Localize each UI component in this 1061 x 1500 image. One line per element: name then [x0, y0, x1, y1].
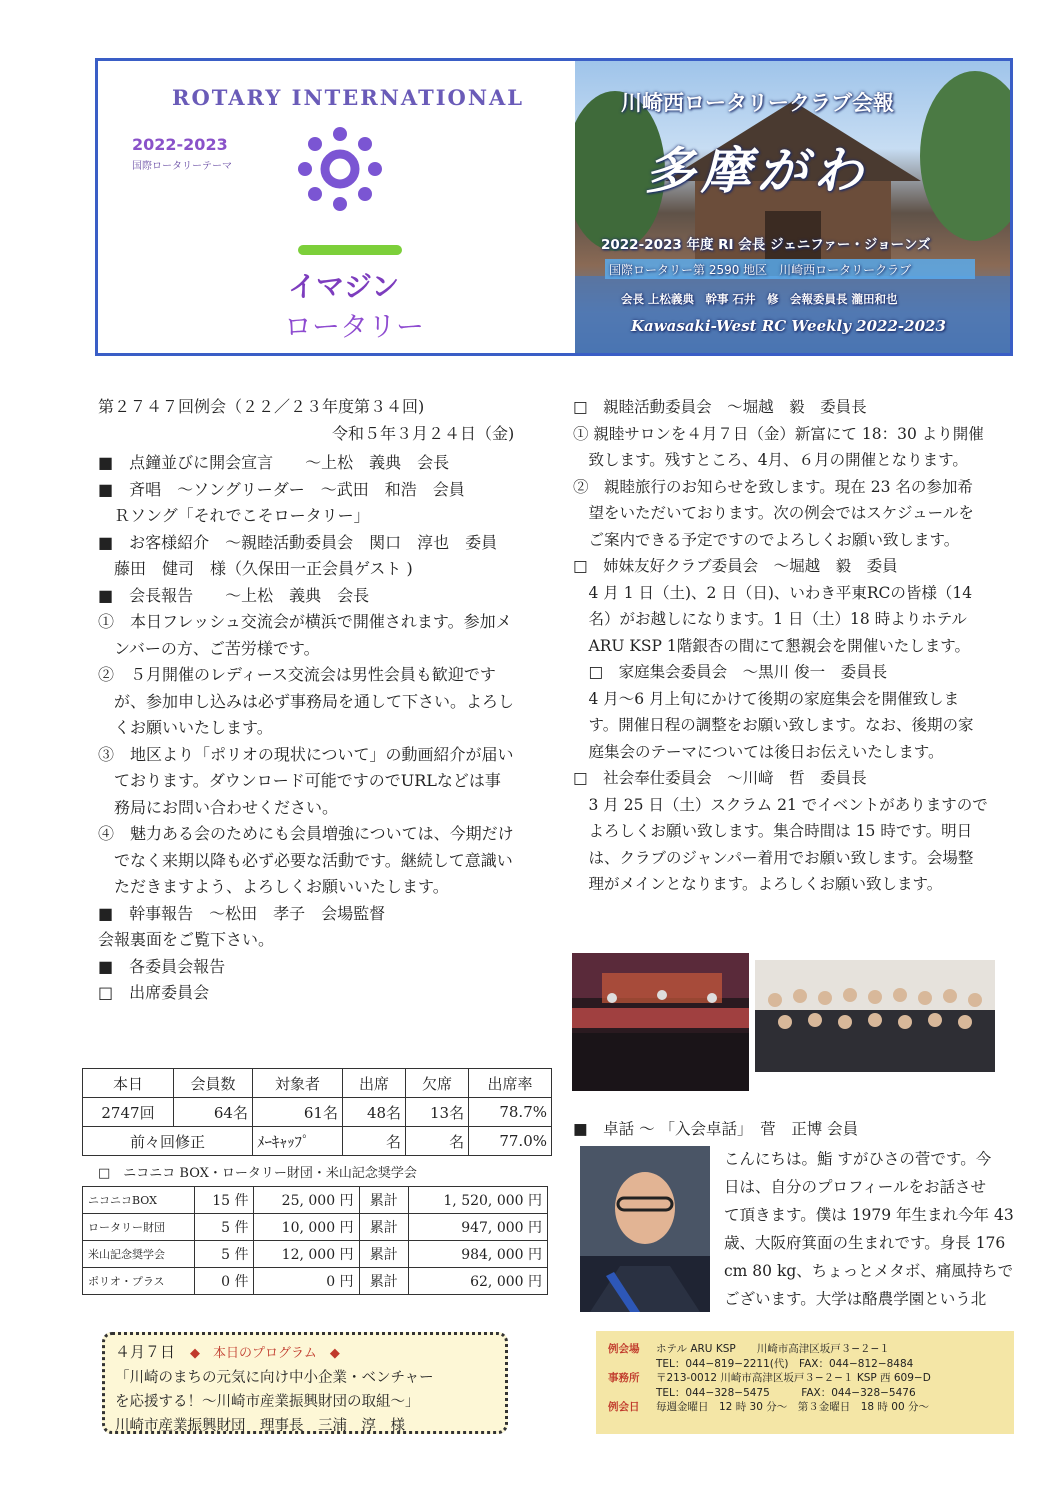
fund-count: 5 件	[194, 1241, 254, 1268]
program-line: 川崎市産業振興財団 理事長 三浦 淳 様	[115, 1418, 405, 1434]
fund-cum: 62, 000 円	[409, 1268, 548, 1295]
fund-cum: 1, 520, 000 円	[409, 1187, 548, 1214]
att-head: 欠席	[406, 1069, 469, 1098]
report-line: ンバーの方、ご苦労様です。	[98, 638, 320, 658]
report-line: ■ 各委員会報告	[98, 956, 226, 976]
att-cell: 13名	[406, 1098, 469, 1127]
fund-title: □ ニコニコ BOX・ロータリー財団・米山記念奨学会	[98, 1166, 417, 1181]
fund-row	[83, 1214, 548, 1241]
report-line: でなく来期以降も必ず必要な活動です。継続して意識い	[98, 850, 513, 870]
report-line: 致します。残すところ、4月、６月の開催となります。	[573, 451, 968, 469]
attendance-row	[83, 1098, 552, 1127]
left-report-list	[98, 450, 514, 1007]
speaker-photo-icon	[580, 1146, 710, 1312]
calligraphy-title: 多摩がわ	[645, 141, 869, 200]
district-label: 国際ロータリー第 2590 地区 川崎西ロータリークラブ	[609, 263, 912, 277]
report-line: よろしくお願い致します。集合時間は 15 時です。明日	[573, 822, 973, 840]
report-line: 望をいただいております。次の例会ではスケジュールを	[573, 504, 974, 522]
program-line: を応援する！～川崎市産業振興財団の取組～」	[115, 1394, 420, 1410]
attendance-header-row	[83, 1069, 552, 1098]
attendance-table	[82, 1068, 552, 1156]
report-line: 藤田 健司 様（久保田一正会員ゲスト )	[98, 559, 413, 578]
fund-name: 米山記念奨学会	[83, 1241, 195, 1268]
fund-count: 15 件	[194, 1187, 254, 1214]
program-box	[102, 1332, 508, 1434]
ri-president: 2022-2023 年度 RI 会長 ジェニファー・ジョーンズ	[601, 237, 931, 253]
att-cell: 名	[406, 1127, 469, 1156]
fund-amount: 0 円	[254, 1268, 359, 1295]
fund-name: ロータリー財団	[83, 1214, 195, 1241]
concert-photo-icon	[572, 953, 749, 1091]
report-line: ■ 幹事報告 ～松田 孝子 会場監督	[98, 903, 386, 923]
fund-cum-label: 累計	[359, 1268, 408, 1295]
report-line: が、参加申し込みは必ず事務局を通して下さい。よろし	[98, 691, 515, 711]
report-line: は、クラブのジャンパー着用でお願い致します。会場整	[573, 848, 974, 867]
weekly-label: Kawasaki-West RC Weekly 2022-2023	[631, 317, 946, 335]
imagine-logo-icon	[294, 123, 386, 215]
report-line: ■ 斉唱 ～ソングリーダー ～武田 和浩 会員	[98, 479, 465, 499]
att-head: 対象者	[252, 1069, 342, 1098]
info-day: 毎週金曜日 12 時 30 分～ 第３金曜日 18 時 00 分～	[656, 1401, 929, 1413]
report-line: ④ 魅力ある会のためにも会員増強については、今期だけ	[98, 824, 514, 843]
talk-line: ございます。大学は酪農学園という北	[724, 1290, 987, 1308]
talk-body	[724, 1145, 1014, 1313]
att-cell: 77.0%	[469, 1127, 552, 1156]
theme-rotary: ロータリー	[284, 310, 425, 343]
report-line: 庭集会のテーマについては後日お伝えいたします。	[573, 742, 944, 761]
report-line: ております。ダウンロード可能ですのでURLなどは事	[98, 771, 501, 790]
info-venue-tel: TEL：044−819−2211(代) FAX：044−812−8484	[656, 1357, 914, 1370]
report-line: □ 親睦活動委員会 ～堀越 毅 委員長	[573, 398, 867, 416]
fund-cum-label: 累計	[359, 1214, 408, 1241]
fund-count: 5 件	[194, 1214, 254, 1241]
fund-cum-label: 累計	[359, 1241, 408, 1268]
report-line: す。開催日程の調整をお願い致します。なお、後期の家	[573, 716, 974, 734]
report-line: ■ お客様紹介 ～親睦活動委員会 関口 淳也 委員	[98, 532, 498, 552]
header-banner	[95, 58, 1013, 356]
att-cell: 名	[342, 1127, 405, 1156]
report-line: くお願いいたします。	[98, 718, 273, 737]
fund-count: 0 件	[194, 1268, 254, 1295]
report-line: 理がメインとなります。よろしくお願い致します。	[573, 875, 943, 893]
fund-amount: 12, 000 円	[254, 1241, 359, 1268]
att-cell: ﾒｰｷｬｯﾌﾟ	[252, 1127, 342, 1156]
talk-line: こんにちは。鮨 すがひさの菅です。今	[724, 1150, 992, 1168]
report-line: ■ 点鐘並びに開会宣言 ～上松 義典 会長	[98, 453, 450, 472]
talk-line: て頂きます。僕は 1979 年生まれ今年 43	[724, 1206, 1014, 1224]
right-report-list	[573, 394, 988, 898]
report-line: □ 出席委員会	[98, 983, 210, 1002]
report-line: ■ 会長報告 ～上松 義典 会長	[98, 585, 370, 605]
info-venue: ホテル ARU KSP 川崎市高津区坂戸３−２−１	[656, 1343, 890, 1355]
talk-title: ■ 卓話 ～ 「入会卓話」 菅 正博 会員	[573, 1120, 859, 1138]
att-cell: 48名	[342, 1098, 405, 1127]
info-office: 〒213-0012 川崎市高津区坂戸３−２−１ KSP 西 609−D	[656, 1372, 931, 1384]
fund-amount: 10, 000 円	[254, 1214, 359, 1241]
attendance-correction-row	[83, 1127, 552, 1156]
att-cell: 前々回修正	[83, 1127, 253, 1156]
fund-name: ニコニコBOX	[83, 1187, 195, 1214]
att-head: 出席	[342, 1069, 405, 1098]
report-line: ① 親睦サロンを４月７日（金）新富にて 18：30 より開催	[573, 424, 984, 443]
year-label: 2022-2023	[132, 135, 228, 154]
meeting-number: 第２７４７回例会（２２／２３年度第３４回)	[98, 397, 425, 416]
info-label: 事務所	[608, 1372, 640, 1384]
att-head: 会員数	[173, 1069, 252, 1098]
report-line: ただきますよう、よろしくお願いいたします。	[98, 877, 449, 896]
info-label: 例会場	[608, 1343, 640, 1355]
program-label: ◆ 本日のプログラム ◆	[190, 1346, 340, 1361]
att-cell: 61名	[252, 1098, 342, 1127]
fund-table	[82, 1186, 548, 1295]
group-photo-icon	[755, 960, 995, 1072]
fund-cum: 984, 000 円	[409, 1241, 548, 1268]
fund-row	[83, 1187, 548, 1214]
fund-row	[83, 1241, 548, 1268]
report-line: ① 本日フレッシュ交流会が横浜で開催されます。参加メ	[98, 612, 512, 631]
report-line: 名）がお越しになります。1 日（土）18 時よりホテル	[573, 610, 967, 628]
report-line: □ 姉妹友好クラブ委員会 ～堀越 毅 委員	[573, 557, 898, 575]
report-line: □ 家庭集会委員会 ～黒川 俊一 委員長	[573, 663, 888, 681]
info-label: 例会日	[608, 1401, 640, 1413]
att-head: 本日	[83, 1069, 174, 1098]
fund-cum: 947, 000 円	[409, 1214, 548, 1241]
bulletin-title-panel	[575, 61, 1010, 353]
theme-label: 国際ロータリーテーマ	[132, 161, 232, 172]
program-date: ４月７日	[115, 1343, 176, 1361]
report-line: 4 月～6 月上旬にかけて後期の家庭集会を開催致しま	[573, 689, 960, 708]
att-cell: 2747回	[83, 1098, 174, 1127]
meeting-date: 令和５年３月２４日（金)	[332, 424, 515, 443]
att-cell: 78.7%	[469, 1098, 552, 1127]
report-line: 3 月 25 日（土）スクラム 21 でイベントがありますので	[573, 795, 988, 814]
report-line: 4 月 1 日（土)、2 日（日)、いわき平東RCの皆様（14	[573, 583, 973, 602]
info-office-tel: TEL：044−328−5475 FAX：044−328−5476	[656, 1386, 916, 1399]
club-info-box	[596, 1331, 1014, 1434]
talk-line: cm 80 kg、ちょっとメタボ、痛風持ちで	[724, 1262, 1014, 1280]
report-line: ③ 地区より「ポリオの現状について」の動画紹介が届い	[98, 744, 514, 764]
fund-name: ポリオ・プラス	[83, 1268, 195, 1295]
talk-line: 日は、自分のプロフィールをお話させ	[724, 1178, 986, 1196]
program-line: 「川崎のまちの元気に向け中小企業・ベンチャー	[115, 1370, 434, 1386]
report-line: Ｒソング「それでこそロータリー」	[98, 506, 370, 525]
green-bar	[298, 245, 402, 255]
report-line: ARU KSP 1階銀杏の間にて懇親会を開催いたします。	[573, 636, 971, 655]
theme-imagine: イマジン	[288, 270, 400, 303]
report-line: □ 社会奉仕委員会 ～川﨑 哲 委員長	[573, 769, 867, 787]
report-line: 務局にお問い合わせください。	[98, 797, 339, 817]
report-line: 会報裏面をご覧下さい。	[98, 930, 275, 949]
fund-amount: 25, 000 円	[254, 1187, 359, 1214]
ri-title: ROTARY INTERNATIONAL	[172, 85, 525, 110]
report-line: ② 親睦旅行のお知らせを致します。現在 23 名の参加希	[573, 477, 973, 496]
rotary-theme-panel	[98, 61, 575, 353]
fund-cum-label: 累計	[359, 1187, 408, 1214]
att-head: 出席率	[469, 1069, 552, 1098]
fund-row	[83, 1268, 548, 1295]
report-line: ② ５月開催のレディース交流会は男性会員も歓迎です	[98, 665, 496, 684]
report-line: ご案内できる予定ですのでよろしくお願い致します。	[573, 530, 960, 549]
talk-line: 歳、大阪府箕面の生まれです。身長 176	[724, 1234, 1006, 1252]
bulletin-title: 川崎西ロータリークラブ会報	[621, 91, 894, 115]
officers-label: 会長 上松義典 幹事 石井 修 会報委員長 瀧田和也	[621, 292, 898, 306]
att-cell: 64名	[173, 1098, 252, 1127]
